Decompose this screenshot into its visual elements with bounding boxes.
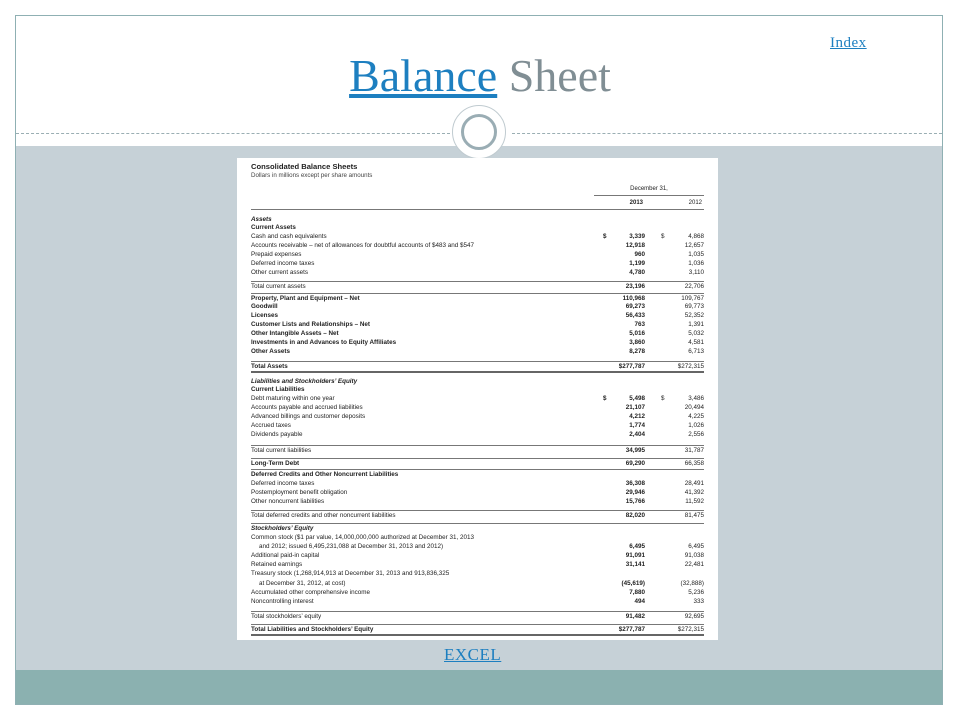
table-row xyxy=(251,361,704,373)
value-2012 xyxy=(655,625,704,634)
value-2012 xyxy=(655,302,704,311)
value-text: 110,968 xyxy=(622,295,645,302)
table-row xyxy=(251,259,704,268)
table-row xyxy=(251,624,704,636)
row-label: Postemployment benefit obligation xyxy=(251,489,348,496)
value-text: 4,780 xyxy=(629,269,645,276)
ring-ornament-icon xyxy=(452,105,506,159)
value-2012 xyxy=(655,311,704,320)
value-text: (45,619) xyxy=(621,580,645,587)
row-label: at December 31, 2012, at cost) xyxy=(259,580,346,587)
value-2012 xyxy=(655,232,704,241)
table-row xyxy=(251,560,704,569)
divider-left xyxy=(16,133,450,134)
page-title xyxy=(0,50,960,102)
row-label: Debt maturing within one year xyxy=(251,395,335,402)
table-row xyxy=(251,445,704,455)
row-label: Deferred Credits and Other Noncurrent Liabilities xyxy=(251,471,399,478)
row-label: Long-Term Debt xyxy=(251,460,300,467)
row-label: Customer Lists and Relationships – Net xyxy=(251,321,370,328)
row-label: Accrued taxes xyxy=(251,422,291,429)
index-link[interactable]: Index xyxy=(830,35,867,51)
row-label: Cash and cash equivalents xyxy=(251,233,327,240)
table-row xyxy=(251,403,704,412)
table-row xyxy=(251,588,704,597)
value-text: 21,107 xyxy=(625,404,645,411)
title-rest: Sheet xyxy=(497,50,611,101)
value-text: 2,556 xyxy=(688,431,704,438)
value-text: 41,392 xyxy=(684,489,704,496)
value-2013 xyxy=(597,612,645,621)
row-label: and 2012; issued 6,495,231,088 at December 31, 2013 and 2012) xyxy=(259,543,444,550)
header-rule xyxy=(594,195,704,196)
value-text: $272,315 xyxy=(677,363,704,370)
value-text: 52,352 xyxy=(684,312,704,319)
value-2013 xyxy=(597,232,645,241)
value-2013 xyxy=(597,430,645,439)
value-2012 xyxy=(655,497,704,506)
value-text: 29,946 xyxy=(625,489,645,496)
value-2013 xyxy=(597,394,645,403)
value-2012 xyxy=(655,329,704,338)
value-text: 20,494 xyxy=(684,404,704,411)
value-text: 31,141 xyxy=(625,561,645,568)
value-text: 91,038 xyxy=(684,552,704,559)
value-text: 1,391 xyxy=(688,321,704,328)
value-text: 12,657 xyxy=(684,242,704,249)
row-label: Property, Plant and Equipment – Net xyxy=(251,295,360,302)
value-text: 22,706 xyxy=(684,283,704,290)
value-2013 xyxy=(597,551,645,560)
value-text: 12,918 xyxy=(625,242,645,249)
value-text: 66,358 xyxy=(684,460,704,467)
table-row xyxy=(251,347,704,356)
row-label: Noncontrolling interest xyxy=(251,598,314,605)
value-text: 31,787 xyxy=(684,447,704,454)
row-label: Current Liabilities xyxy=(251,386,305,393)
value-2012 xyxy=(655,579,704,588)
value-2013 xyxy=(597,362,645,371)
table-row xyxy=(251,394,704,403)
row-label: Dividends payable xyxy=(251,431,303,438)
value-text: $277,787 xyxy=(618,363,645,370)
row-label: Prepaid expenses xyxy=(251,251,302,258)
value-text: 91,091 xyxy=(625,552,645,559)
column-header-2012: 2012 xyxy=(688,200,702,206)
column-header-2013: 2013 xyxy=(629,200,643,206)
value-2012 xyxy=(655,459,704,468)
table-row xyxy=(251,510,704,520)
row-label: Additional paid-in capital xyxy=(251,552,320,559)
value-2012 xyxy=(655,250,704,259)
row-label: Accumulated other comprehensive income xyxy=(251,589,371,596)
row-label: Total Assets xyxy=(251,363,288,370)
table-row xyxy=(251,232,704,241)
value-text: 91,482 xyxy=(625,613,645,620)
row-label: Current Assets xyxy=(251,224,296,231)
value-2012 xyxy=(655,394,704,403)
table-row xyxy=(251,302,704,311)
value-2013 xyxy=(597,302,645,311)
value-2013 xyxy=(597,412,645,421)
value-text: 1,774 xyxy=(629,422,645,429)
row-label: Stockholders’ Equity xyxy=(251,525,314,532)
value-text: 6,495 xyxy=(688,543,704,550)
table-row xyxy=(251,430,704,439)
table-row xyxy=(251,268,704,277)
value-text: 5,032 xyxy=(688,330,704,337)
table-row xyxy=(251,223,704,232)
value-2013 xyxy=(597,259,645,268)
value-2013 xyxy=(597,479,645,488)
value-text: 4,212 xyxy=(629,413,645,420)
table-row xyxy=(251,241,704,250)
value-text: 7,880 xyxy=(629,589,645,596)
table-row xyxy=(251,469,704,479)
value-2012 xyxy=(655,511,704,520)
value-2013 xyxy=(597,421,645,430)
value-text: 5,498 xyxy=(629,395,645,402)
value-2013 xyxy=(597,320,645,329)
value-2013 xyxy=(597,625,645,634)
value-2012 xyxy=(655,412,704,421)
value-2012 xyxy=(655,268,704,277)
value-2012 xyxy=(655,362,704,371)
table-row xyxy=(251,320,704,329)
value-text: 763 xyxy=(634,321,645,328)
row-label: Liabilities and Stockholders’ Equity xyxy=(251,378,358,385)
value-2013 xyxy=(597,560,645,569)
value-2012 xyxy=(655,597,704,606)
value-2013 xyxy=(597,511,645,520)
value-text: 494 xyxy=(634,598,645,605)
value-text: $272,315 xyxy=(677,626,704,633)
value-2012 xyxy=(655,338,704,347)
value-text: 2,404 xyxy=(629,431,645,438)
value-text: 15,766 xyxy=(625,498,645,505)
sheet-title: Consolidated Balance Sheets xyxy=(251,162,358,171)
value-text: 6,495 xyxy=(629,543,645,550)
value-text: 92,695 xyxy=(684,613,704,620)
value-2013 xyxy=(597,542,645,551)
value-text: 23,196 xyxy=(625,283,645,290)
value-2012 xyxy=(655,479,704,488)
value-2013 xyxy=(597,579,645,588)
value-2013 xyxy=(597,338,645,347)
excel-link[interactable]: EXCEL xyxy=(444,645,502,664)
row-label: Accounts payable and accrued liabilities xyxy=(251,404,363,411)
value-2012 xyxy=(655,488,704,497)
table-row xyxy=(251,611,704,621)
value-text: 5,236 xyxy=(688,589,704,596)
balance-sheet-image xyxy=(237,158,718,640)
value-2013 xyxy=(597,347,645,356)
table-row xyxy=(251,329,704,338)
row-label: Deferred income taxes xyxy=(251,480,315,487)
value-2013 xyxy=(597,282,645,291)
value-text: 28,491 xyxy=(684,480,704,487)
value-text: 3,486 xyxy=(688,395,704,402)
value-2012 xyxy=(655,551,704,560)
table-row xyxy=(251,523,704,533)
value-2013 xyxy=(597,403,645,412)
row-label: Investments in and Advances to Equity Affiliates xyxy=(251,339,397,346)
table-row xyxy=(251,551,704,560)
table-row xyxy=(251,250,704,259)
value-text: 4,868 xyxy=(688,233,704,240)
value-text: 11,592 xyxy=(685,498,704,505)
table-row xyxy=(251,569,704,578)
row-label: Accounts receivable – net of allowances for doubtful accounts of $483 and $547 xyxy=(251,242,474,249)
currency-symbol: $ xyxy=(661,233,665,240)
value-text: 5,016 xyxy=(629,330,645,337)
table-row xyxy=(251,311,704,320)
row-label: Retained earnings xyxy=(251,561,303,568)
value-text: 69,290 xyxy=(625,460,645,467)
value-text: 3,110 xyxy=(688,269,704,276)
value-2012 xyxy=(655,588,704,597)
value-2012 xyxy=(655,241,704,250)
period-header: December 31, xyxy=(630,186,668,192)
value-2012 xyxy=(655,560,704,569)
table-row xyxy=(251,421,704,430)
value-text: 4,225 xyxy=(688,413,704,420)
value-2013 xyxy=(597,329,645,338)
value-2013 xyxy=(597,241,645,250)
row-label: Assets xyxy=(251,216,272,223)
value-2012 xyxy=(655,282,704,291)
value-2012 xyxy=(655,612,704,621)
value-text: 69,273 xyxy=(625,303,645,310)
row-label: Total Liabilities and Stockholders’ Equity xyxy=(251,626,374,633)
row-label: Treasury stock (1,268,914,913 at December 31, 2013 and 913,836,325 xyxy=(251,570,450,577)
row-label: Advanced billings and customer deposits xyxy=(251,413,366,420)
value-2013 xyxy=(597,446,645,455)
footer-band xyxy=(16,670,942,704)
value-text: 36,308 xyxy=(625,480,645,487)
balance-link[interactable]: Balance xyxy=(349,50,498,101)
row-label: Goodwill xyxy=(251,303,278,310)
value-2013 xyxy=(597,250,645,259)
value-2012 xyxy=(655,421,704,430)
value-text: 6,713 xyxy=(688,348,704,355)
row-label: Other Intangible Assets – Net xyxy=(251,330,339,337)
value-text: 1,035 xyxy=(688,251,704,258)
table-row xyxy=(251,579,704,588)
row-label: Other noncurrent liabilities xyxy=(251,498,325,505)
value-2013 xyxy=(597,459,645,468)
value-text: 34,995 xyxy=(625,447,645,454)
divider-right xyxy=(512,133,942,134)
value-2012 xyxy=(655,259,704,268)
value-text: 3,339 xyxy=(629,233,645,240)
table-row xyxy=(251,479,704,488)
value-2012 xyxy=(655,403,704,412)
value-2012 xyxy=(655,320,704,329)
row-label: Total current liabilities xyxy=(251,447,312,454)
value-2013 xyxy=(597,588,645,597)
value-text: 69,773 xyxy=(684,303,704,310)
currency-symbol: $ xyxy=(661,395,665,402)
value-2013 xyxy=(597,497,645,506)
value-2013 xyxy=(597,488,645,497)
row-label: Other Assets xyxy=(251,348,290,355)
table-row xyxy=(251,488,704,497)
value-text: $277,787 xyxy=(618,626,645,633)
value-text: 4,581 xyxy=(688,339,704,346)
value-text: 109,767 xyxy=(681,295,704,302)
value-2012 xyxy=(655,347,704,356)
table-row xyxy=(251,412,704,421)
row-label: Total stockholders’ equity xyxy=(251,613,322,620)
value-text: 1,026 xyxy=(688,422,704,429)
row-label: Licenses xyxy=(251,312,278,319)
row-label: Total current assets xyxy=(251,283,306,290)
value-text: 81,475 xyxy=(684,512,704,519)
value-text: 960 xyxy=(634,251,645,258)
value-text: 8,278 xyxy=(629,348,645,355)
value-2013 xyxy=(597,268,645,277)
value-text: 333 xyxy=(693,598,704,605)
value-text: 22,481 xyxy=(684,561,704,568)
header-rule xyxy=(251,209,704,210)
value-2012 xyxy=(655,542,704,551)
value-text: 3,860 xyxy=(629,339,645,346)
table-row xyxy=(251,281,704,291)
value-text: (32,888) xyxy=(680,580,704,587)
value-text: 56,433 xyxy=(625,312,645,319)
table-row xyxy=(251,542,704,551)
currency-symbol: $ xyxy=(603,233,607,240)
row-label: Other current assets xyxy=(251,269,309,276)
currency-symbol: $ xyxy=(603,395,607,402)
value-text: 1,036 xyxy=(688,260,704,267)
row-label: Common stock ($1 par value, 14,000,000,000 authorized at December 31, 2013 xyxy=(251,534,474,541)
table-row xyxy=(251,533,704,542)
table-row xyxy=(251,497,704,506)
value-text: 82,020 xyxy=(625,512,645,519)
value-2012 xyxy=(655,430,704,439)
row-label: Total deferred credits and other noncurrent liabilities xyxy=(251,512,396,519)
value-2012 xyxy=(655,446,704,455)
value-2013 xyxy=(597,597,645,606)
sheet-subtitle: Dollars in millions except per share amounts xyxy=(251,172,373,179)
table-row xyxy=(251,458,704,468)
row-label: Deferred income taxes xyxy=(251,260,315,267)
value-text: 1,199 xyxy=(629,260,645,267)
table-row xyxy=(251,338,704,347)
value-2013 xyxy=(597,311,645,320)
table-row xyxy=(251,385,704,394)
table-row xyxy=(251,597,704,606)
